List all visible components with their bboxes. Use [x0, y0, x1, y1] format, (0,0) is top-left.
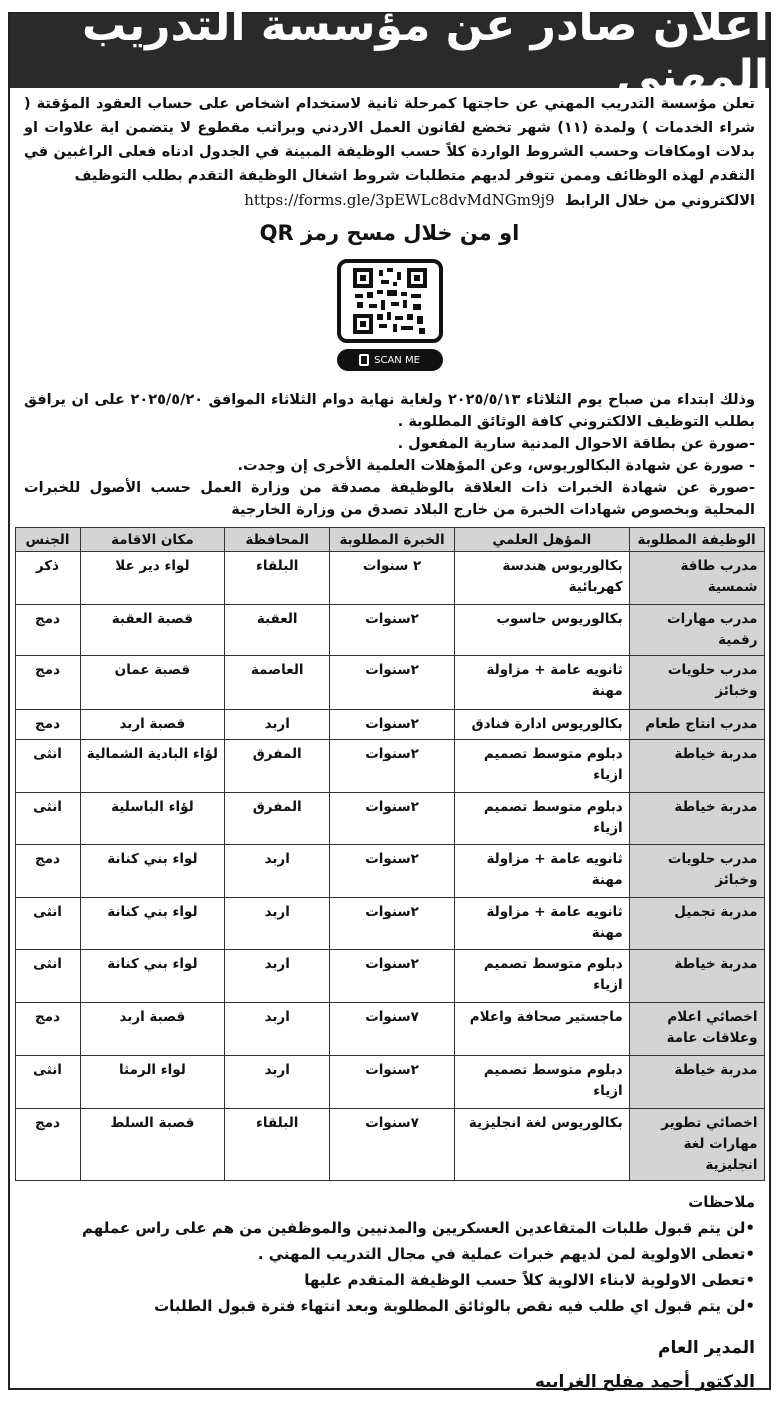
- experience-cell: ٢سنوات: [330, 740, 455, 793]
- qr-block[interactable]: [10, 259, 769, 371]
- qualification-cell: بكالوريوس لغة انجليزية: [454, 1109, 629, 1181]
- application-period: وذلك ابتداء من صباح يوم الثلاثاء ٢٠٢٥/٥/١٣ ولغاية نهاية دوام الثلاثاء الموافق ٢٠٢٥/٥/٢٠ على ان يرافق بطلب التوظيف الالكتروني كافة الوثائق المطلوبة .: [24, 392, 756, 430]
- qualification-cell: ثانويه عامة + مزاولة مهنة: [454, 656, 629, 710]
- gender-cell: انثى: [15, 740, 80, 793]
- residence-cell: قصبة اربد: [80, 1003, 225, 1056]
- residence-cell: لواء الرمثا: [80, 1056, 225, 1109]
- table-row: [15, 656, 764, 710]
- job-title-cell: مدربة خياطة: [629, 793, 764, 845]
- governorate-cell: العقبة: [225, 605, 330, 656]
- header-experience: الخبرة المطلوبة: [330, 528, 455, 552]
- experience-cell: ٢سنوات: [330, 950, 455, 1003]
- scan-me-label: [337, 349, 443, 371]
- job-title-cell: مدرب مهارات رقمية: [629, 605, 764, 656]
- announcement-title: اعلان صادر عن مؤسسة التدريب المهني: [10, 14, 769, 88]
- document-item: - صورة عن شهادة البكالوريوس، وعن المؤهلات العلمية الأخرى إن وجدت.: [237, 458, 755, 474]
- table-row: [15, 898, 764, 950]
- scan-me-text: SCAN ME: [374, 354, 420, 366]
- link-prefix: الالكتروني من خلال الرابط: [564, 193, 755, 209]
- intro-paragraph: [10, 88, 769, 213]
- qualification-cell: ثانويه عامة + مزاولة مهنة: [454, 845, 629, 898]
- governorate-cell: اربد: [225, 710, 330, 740]
- requirements-text: [10, 371, 769, 521]
- gender-cell: انثى: [15, 1056, 80, 1109]
- experience-cell: ٢سنوات: [330, 710, 455, 740]
- governorate-cell: اربد: [225, 845, 330, 898]
- gender-cell: دمج: [15, 605, 80, 656]
- residence-cell: لواء بني كنانة: [80, 845, 225, 898]
- job-title-cell: اخصائي تطوير مهارات لغة انجليزية: [629, 1109, 764, 1181]
- gender-cell: انثى: [15, 950, 80, 1003]
- signer-name: الدكتور أحمد مفلح الغرايبه: [534, 1372, 755, 1392]
- governorate-cell: العاصمة: [225, 656, 330, 710]
- header-job: الوظيفة المطلوبة: [629, 528, 764, 552]
- notes-section: [10, 1181, 769, 1319]
- qr-code-icon: [353, 268, 427, 334]
- residence-cell: لواء بني كنانة: [80, 898, 225, 950]
- header-residence: مكان الاقامة: [80, 528, 225, 552]
- gender-cell: دمج: [15, 1003, 80, 1056]
- note-item: •تعطى الاولوية لابناء الالوية كلاً حسب الوظيفة المتقدم عليها: [304, 1271, 755, 1289]
- job-title-cell: مدرب انتاج طعام: [629, 710, 764, 740]
- jobs-table: [15, 527, 765, 1181]
- header-qualification: المؤهل العلمي: [454, 528, 629, 552]
- governorate-cell: المفرق: [225, 740, 330, 793]
- qualification-cell: بكالوريوس ادارة فنادق: [454, 710, 629, 740]
- table-row: [15, 1056, 764, 1109]
- job-title-cell: مدربة خياطة: [629, 1056, 764, 1109]
- experience-cell: ٢سنوات: [330, 793, 455, 845]
- link-line: [24, 188, 755, 213]
- governorate-cell: اربد: [225, 1003, 330, 1056]
- signer-position: المدير العام: [658, 1338, 755, 1358]
- table-row: [15, 740, 764, 793]
- table-row: [15, 1003, 764, 1056]
- qualification-cell: بكالوريوس هندسة كهربائية: [454, 552, 629, 605]
- residence-cell: قصبة السلط: [80, 1109, 225, 1181]
- job-title-cell: مدربة تجميل: [629, 898, 764, 950]
- table-row: [15, 710, 764, 740]
- table-row: [15, 1109, 764, 1181]
- governorate-cell: البلقاء: [225, 552, 330, 605]
- residence-cell: قصبة العقبة: [80, 605, 225, 656]
- qualification-cell: دبلوم متوسط تصميم ازياء: [454, 1056, 629, 1109]
- qualification-cell: بكالوريوس حاسوب: [454, 605, 629, 656]
- job-title-cell: مدرب حلويات وخبائز: [629, 656, 764, 710]
- governorate-cell: اربد: [225, 950, 330, 1003]
- table-row: [15, 605, 764, 656]
- experience-cell: ٢سنوات: [330, 1056, 455, 1109]
- qualification-cell: دبلوم متوسط تصميم ازياء: [454, 950, 629, 1003]
- residence-cell: قصبة عمان: [80, 656, 225, 710]
- job-title-cell: مدربة خياطة: [629, 740, 764, 793]
- note-item: •لن يتم قبول اي طلب فيه نقص بالوثائق المطلوبة وبعد انتهاء فترة قبول الطلبات: [154, 1297, 755, 1315]
- qualification-cell: ماجستير صحافة واعلام: [454, 1003, 629, 1056]
- jobs-table-header: [15, 528, 764, 552]
- experience-cell: ٧سنوات: [330, 1109, 455, 1181]
- header-gender: الجنس: [15, 528, 80, 552]
- gender-cell: ذكر: [15, 552, 80, 605]
- residence-cell: قصبة اربد: [80, 710, 225, 740]
- job-title-cell: اخصائي اعلام وعلاقات عامة: [629, 1003, 764, 1056]
- intro-text: تعلن مؤسسة التدريب المهني عن حاجتها كمرحلة ثانية لاستخدام اشخاص على حساب العقود المؤقتة ( شراء الخدمات ) ولمدة (١١) شهر تخضع لقانون العمل الاردني وبراتب مقطوع لا يتضمن اية علاوات او بدلات اومكافات وحسب الشروط الواردة كلاً حسب الوظيفة المبينة في الجدول ادناه فعلى الراغبين في التقدم لهذه الوظائف وممن تتوفر لديهم متطلبات شروط اشغال الوظيفة التقدم بطلب التوظيف: [24, 96, 755, 184]
- qualification-cell: دبلوم متوسط تصميم ازياء: [454, 740, 629, 793]
- gender-cell: دمج: [15, 710, 80, 740]
- phone-icon: [359, 354, 369, 366]
- governorate-cell: المفرق: [225, 793, 330, 845]
- notes-heading: ملاحظات: [688, 1193, 755, 1211]
- job-title-cell: مدرب طاقة شمسية: [629, 552, 764, 605]
- table-row: [15, 845, 764, 898]
- qualification-cell: ثانويه عامة + مزاولة مهنة: [454, 898, 629, 950]
- header-governorate: المحافظة: [225, 528, 330, 552]
- residence-cell: لواء دير علا: [80, 552, 225, 605]
- governorate-cell: اربد: [225, 1056, 330, 1109]
- residence-cell: لؤاء البادية الشمالية: [80, 740, 225, 793]
- experience-cell: ٢ سنوات: [330, 552, 455, 605]
- experience-cell: ٧سنوات: [330, 1003, 455, 1056]
- gender-cell: دمج: [15, 845, 80, 898]
- governorate-cell: البلقاء: [225, 1109, 330, 1181]
- table-row: [15, 950, 764, 1003]
- note-item: •لن يتم قبول طلبات المتقاعدين العسكريين والمدنيين والموظفين من هم على راس عملهم: [82, 1219, 755, 1237]
- residence-cell: لؤاء الباسلية: [80, 793, 225, 845]
- table-row: [15, 793, 764, 845]
- residence-cell: لواء بني كنانة: [80, 950, 225, 1003]
- qr-frame: [337, 259, 443, 343]
- experience-cell: ٢سنوات: [330, 656, 455, 710]
- jobs-table-body: [15, 552, 764, 1181]
- application-link[interactable]: https://forms.gle/3pEWLc8dvMdNGm9j9: [244, 191, 555, 209]
- signature-block: [10, 1319, 769, 1399]
- gender-cell: انثى: [15, 898, 80, 950]
- governorate-cell: اربد: [225, 898, 330, 950]
- qr-heading: او من خلال مسح رمز QR: [259, 221, 520, 245]
- note-item: •تعطى الاولوية لمن لديهم خبرات عملية في مجال التدريب المهني .: [257, 1245, 755, 1263]
- table-row: [15, 552, 764, 605]
- job-title-cell: مدرب حلويات وخبائز: [629, 845, 764, 898]
- document-item: -صورة عن بطاقة الاحوال المدنية سارية المفعول .: [397, 436, 755, 452]
- announcement: [8, 0, 771, 1392]
- experience-cell: ٢سنوات: [330, 898, 455, 950]
- experience-cell: ٢سنوات: [330, 605, 455, 656]
- experience-cell: ٢سنوات: [330, 845, 455, 898]
- job-title-cell: مدربة خياطة: [629, 950, 764, 1003]
- gender-cell: دمج: [15, 656, 80, 710]
- gender-cell: دمج: [15, 1109, 80, 1181]
- document-item: -صورة عن شهادة الخبرات ذات العلاقة بالوظيفة مصدقة من وزارة العمل حسب الأصول للخبرات المحلية وبخصوص شهادات الخبرة من خارج البلاد تصدق من وزارة الخارجية: [24, 480, 755, 518]
- gender-cell: انثى: [15, 793, 80, 845]
- qualification-cell: دبلوم متوسط تصميم ازياء: [454, 793, 629, 845]
